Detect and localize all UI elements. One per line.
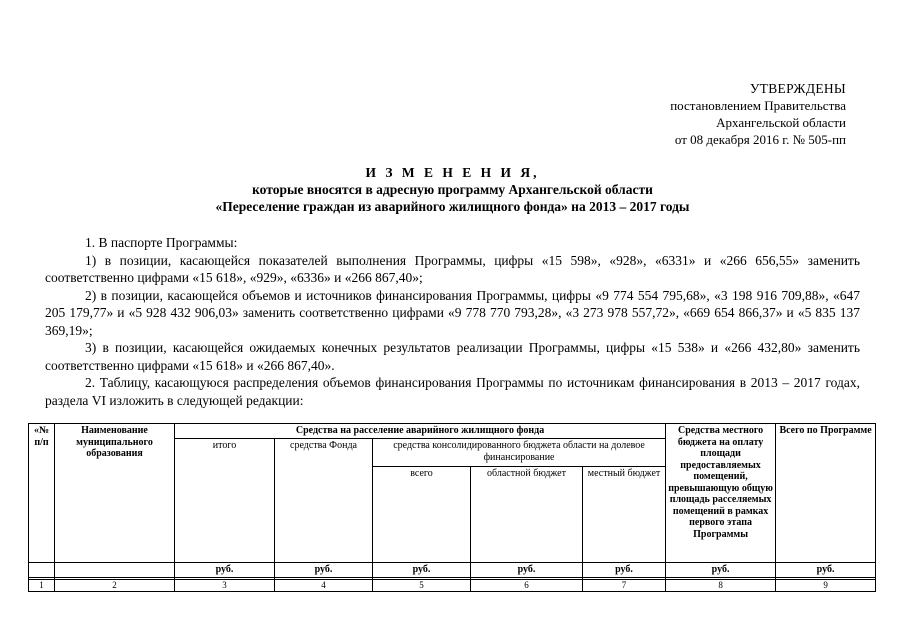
- document-body: [45, 234, 860, 409]
- header-municipal: местный бюджет: [583, 467, 666, 563]
- column-number: 3: [175, 580, 275, 592]
- header-total-program: Всего по Программе: [776, 424, 876, 563]
- unit-cell: руб.: [666, 563, 776, 578]
- header-num: «№ п/п: [29, 424, 55, 563]
- column-number: 5: [373, 580, 471, 592]
- header-regional: областной бюджет: [471, 467, 583, 563]
- column-number: 8: [666, 580, 776, 592]
- header-vsego: всего: [373, 467, 471, 563]
- column-number: 9: [776, 580, 876, 592]
- approval-date: от 08 декабря 2016 г. № 505-пп: [674, 132, 846, 147]
- paragraph: 2. Таблицу, касающуюся распределения объемов финансирования Программы по источникам финансирования в 2013 – 2017 годах, раздела VI изложить в следующей редакции:: [45, 375, 860, 408]
- header-local-funds: Средства местного бюджета на оплату площади предоставляемых помещений, превышающую общую площадь расселяемых помещений в рамках первого этапа Программы: [666, 424, 776, 563]
- column-number: 1: [29, 580, 55, 592]
- header-itogo: итого: [175, 439, 275, 563]
- financing-table: [28, 423, 876, 592]
- approval-line: Архангельской области: [716, 115, 846, 130]
- paragraph: 3) в позиции, касающейся ожидаемых конечных результатов реализации Программы, цифры «15 538» и «266 432,80» заменить соответственно цифрами «15 618» и «266 867,40».: [45, 340, 860, 373]
- paragraph: 2) в позиции, касающейся объемов и источников финансирования Программы, цифры «9 774 554 795,68», «3 198 916 709,88», «647 205 179,77» и «5 928 432 906,03» заменить соответственно цифрами «9 778 770 793,28», «3 273 978 557,72», «669 654 866,37» и «5 835 137 369,19»;: [45, 287, 860, 338]
- paragraph: 1) в позиции, касающейся показателей выполнения Программы, цифры «15 598», «928», «6331» и «266 656,55» заменить соответственно цифрами «15 618», «929», «6336» и «266 867,40»;: [45, 252, 860, 285]
- title-line: которые вносятся в адресную программу Архангельской области: [252, 182, 653, 197]
- approval-block: [670, 80, 846, 148]
- unit-cell: [55, 563, 175, 578]
- unit-cell: руб.: [373, 563, 471, 578]
- unit-cell: руб.: [175, 563, 275, 578]
- column-number: 6: [471, 580, 583, 592]
- approval-line: постановлением Правительства: [670, 98, 846, 113]
- document-title: [0, 164, 905, 215]
- header-resettle: Средства на расселение аварийного жилищного фонда: [175, 424, 666, 439]
- unit-cell: [29, 563, 55, 578]
- column-number: 7: [583, 580, 666, 592]
- unit-cell: руб.: [275, 563, 373, 578]
- title-line: И З М Е Н Е Н И Я,: [365, 165, 540, 180]
- column-number: 2: [55, 580, 175, 592]
- unit-cell: руб.: [583, 563, 666, 578]
- paragraph: 1. В паспорте Программы:: [85, 235, 238, 250]
- header-consolidated: средства консолидированного бюджета области на долевое финансирование: [373, 439, 666, 467]
- column-number: 4: [275, 580, 373, 592]
- unit-cell: руб.: [471, 563, 583, 578]
- title-line: «Переселение граждан из аварийного жилищного фонда» на 2013 – 2017 годы: [215, 199, 690, 214]
- header-fund: средства Фонда: [275, 439, 373, 563]
- header-name: Наименование муниципального образования: [55, 424, 175, 563]
- unit-cell: руб.: [776, 563, 876, 578]
- approval-heading: УТВЕРЖДЕНЫ: [749, 81, 846, 96]
